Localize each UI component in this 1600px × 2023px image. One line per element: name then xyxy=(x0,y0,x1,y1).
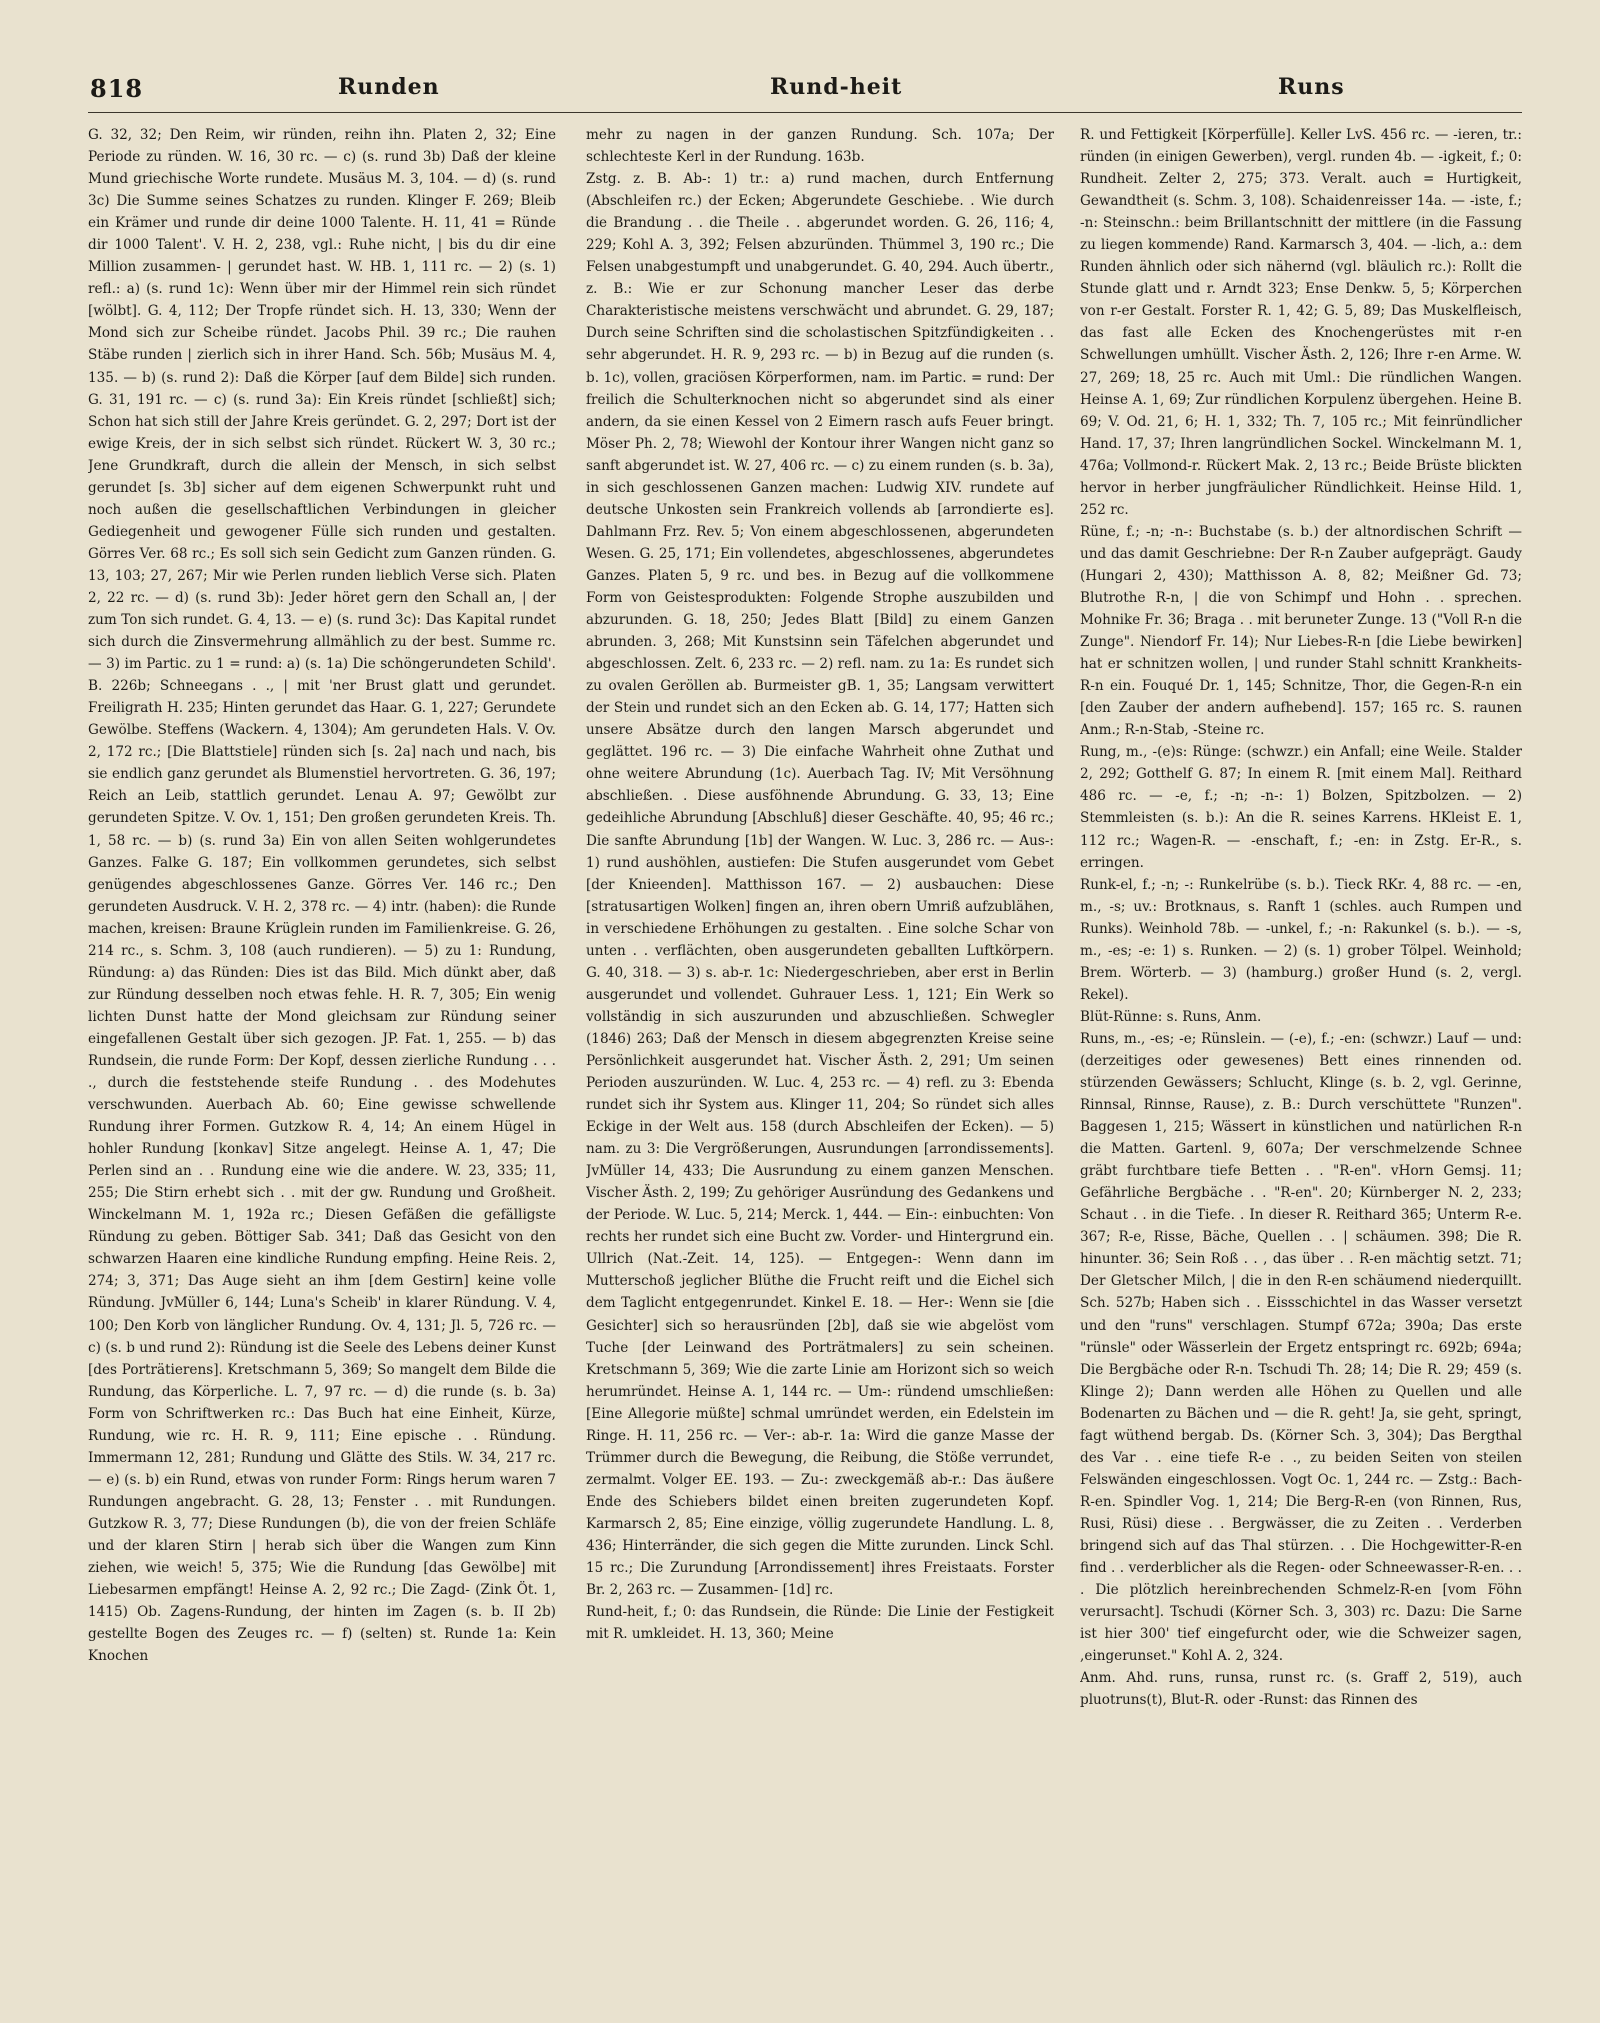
right-running-head: Runs xyxy=(1278,74,1345,100)
column-middle xyxy=(586,124,1054,2004)
entry-paragraph: Blüt-Rünne: s. Runs, Anm. xyxy=(1080,1008,1262,1025)
entry-paragraph: Rüne, f.; -n; -n-: Buchstabe (s. b.) der altnordischen Schrift — und das damit Geschriebne: Der R-n Zauber aufgeprägt. Gaudy (Hungari 2, 430); Matthisson A. 8, 82; Meißner Gd. 73; Blutrothe R-n, | die von Schimpf und Hohn . . sprechen. Mohnike Fr. 36; Braga . . mit beruneter Zunge. 13 ("Voll R-n die Zunge". Niendorf Fr. 14); Nur Liebes-R-n [die Liebe bewirken] hat er schnitzen wollen, | und runder Stahl schnitt Krankheits-R-n ein. Fouqué Dr. 1, 145; Schnitze, Thor, die Gegen-R-n ein [den Zauber der andern aufhebend]. 157; 165 rc. S. raunen Anm.; R-n-Stab, -Steine rc. xyxy=(1080,523,1522,739)
entry-paragraph: G. 32, 32; Den Reim, wir ründen, reihn ihn. Platen 2, 32; Eine Periode zu ründen. W. 16, 30 rc. — c) (s. rund 3b) Daß der kleine Mund griechische Worte rundete. Musäus M. 3, 104. — d) (s. rund 3c) Die Summe seines Schatzes zu runden. Klinger F. 269; Bleib ein Krämer und runde dir deine 1000 Talente. H. 11, 41 = Ründe dir 1000 Talent'. V. H. 2, 238, vgl.: Ruhe nicht, | bis du dir eine Million zusammen- | gerundet hast. W. HB. 1, 111 rc. — 2) (s. 1) refl.: a) (s. rund 1c): Wenn über mir der Himmel rein sich ründet [wölbt]. G. 4, 112; Der Tropfe ründet sich. H. 13, 330; Wenn der Mond sich zur Scheibe ründet. Jacobs Phil. 39 rc.; Die rauhen Stäbe runden | zierlich sich in ihrer Hand. Sch. 56b; Musäus M. 4, 135. — b) (s. rund 2): Daß die Körper [auf dem Bilde] sich runden. G. 31, 191 rc. — c) (s. rund 3a): Ein Kreis ründet [schließt] sich; Schon hat sich still der Jahre Kreis geründet. G. 2, 297; Dort ist der ewige Kreis, der in sich selbst sich ründet. Rückert W. 3, 30 rc.; Jene Grundkraft, durch die allein der Mensch, in sich selbst gerundet [s. 3b] sicher auf dem eigenen Schwerpunkt ruht und noch außen die gesellschaftlichen Verbindungen in gleicher Gediegenheit und gewogener Fülle sich runden und gestalten. Görres Ver. 68 rc.; Es soll sich sein Gedicht zum Ganzen ründen. G. 13, 103; 27, 267; Mir wie Perlen runden lieblich Verse sich. Platen 2, 22 rc. — d) (s. rund 3b): Jeder höret gern den Schall an, | der zum Ton sich rundet. G. 4, 13. — e) (s. rund 3c): Das Kapital rundet sich durch die Zinsvermehrung allmählich zu der best. Summe rc. — 3) im Partic. zu 1 = rund: a) (s. 1a) Die schöngerundeten Schild'. B. 226b; Schneegans . ., | mit 'ner Brust glatt und gerundet. Freiligrath H. 235; Hinten gerundet das Haar. G. 1, 227; Gerundete Gewölbe. Steffens (Wackern. 4, 1304); Am gerundeten Hals. V. Ov. 2, 172 rc.; [Die Blattstiele] ründen sich [s. 2a] nach und nach, bis sie endlich ganz gerundet als Blumenstiel hervortreten. G. 36, 197; Reich an Leib, stattlich gerundet. Lenau A. 97; Gewölbt zur gerundeten Spitze. V. Ov. 1, 151; Den großen gerundeten Kreis. Th. 1, 58 rc. — b) (s. rund 3a) Ein von allen Seiten wohlgerundetes Ganzes. Falke G. 187; Ein vollkommen gerundetes, sich selbst genügendes abgeschlossenes Ganze. Görres Ver. 146 rc.; Den gerundeten Ausdruck. V. H. 2, 378 rc. — 4) intr. (haben): die Runde machen, kreisen: Braune Krüglein runden im Familienkreise. G. 26, 214 rc., s. Schm. 3, 108 (auch rundieren). — 5) zu 1: Rundung, Ründung: a) das Ründen: Dies ist das Bild. Mich dünkt aber, daß zur Ründung desselben noch etwas fehle. H. R. 7, 305; Ein wenig lichten Dunst hatte der Mond gleichsam zur Ründung seiner eingefallenen Gestalt über sich gezogen. JP. Fat. 1, 255. — b) das Rundsein, die runde Form: Der Kopf, dessen zierliche Rundung . . . ., durch die feststehende steife Rundung . . des Modehutes verschwunden. Auerbach Ab. 60; Eine gewisse schwellende Rundung ihrer Formen. Gutzkow R. 4, 14; An einem Hügel in hohler Rundung [konkav] Sitze angelegt. Heinse A. 1, 47; Die Perlen sind an . . Rundung eine wie die andere. W. 23, 335; 11, 255; Die Stirn erhebt sich . . mit der gw. Rundung und Großheit. Winckelmann M. 1, 192a rc.; Diesen Gefäßen die gefälligste Ründung zu geben. Böttiger Sab. 341; Daß das Gesicht von den schwarzen Haaren eine kindliche Rundung empfing. Heine Reis. 2, 274; 3, 371; Das Auge sieht an ihm [dem Gestirn] keine volle Ründung. JvMüller 6, 144; Luna's Scheib' in klarer Ründung. V. 4, 100; Den Korb von länglicher Rundung. Ov. 4, 131; Jl. 5, 726 rc. — c) (s. b und rund 2): Ründung ist die Seele des Lebens deiner Kunst [des Porträtierens]. Kretschmann 5, 369; So mangelt dem Bilde die Rundung, das Körperliche. L. 7, 97 rc. — d) die runde (s. b. 3a) Form von Schriftwerken rc.: Das Buch hat eine Einheit, Kürze, Rundung, wie rc. H. R. 9, 111; Eine epische . . Ründung. Immermann 12, 281; Rundung und Glätte des Stils. W. 34, 217 rc. — e) (s. b) ein Rund, etwas von runder Form: Rings herum waren 7 Rundungen angebracht. G. 28, 13; Fenster . . mit Rundungen. Gutzkow R. 3, 77; Diese Rundungen (b), die von der freien Schläfe und der klaren Stirn | herab sich über die Wangen zum Kinn ziehen, wie weich! 5, 375; Wie die Rundung [das Gewölbe] mit Liebesarmen empfängt! Heinse A. 2, 92 rc.; Die Zagd- (Zink Öt. 1, 1415) Ob. Zagens-Rundung, der hinten im Zagen (s. b. II 2b) gestellte Bogen des Zeuges rc. — f) (selten) st. Runde 1a: Kein Knochen xyxy=(88,127,556,1665)
entry-paragraph: Zstg. z. B. Ab-: 1) tr.: a) rund machen, durch Entfernung (Abschleifen rc.) der Ecken; Abgerundete Geschiebe. . Wie durch die Brandung . . die Theile . . abgerundet worden. G. 26, 116; 4, 229; Kohl A. 3, 392; Felsen abzuründen. Thümmel 3, 190 rc.; Die Felsen unabgestumpft und unabgerundet. G. 40, 294. Auch übertr., z. B.: Wie er zur Schonung mancher Leser das derbe Charakteristische meistens verschwächt und abrundet. G. 29, 187; Durch seine Schriften sind die scholastischen Spitzfündigkeiten . . sehr abgerundet. H. R. 9, 293 rc. — b) in Bezug auf die runden (s. b. 1c), vollen, graciösen Körperformen, nam. im Partic. = rund: Der freilich die Schulterknochen nicht so abgerundet sind als einer andern, da sie einen Kessel von 2 Eimern rasch aufs Feuer bringt. Möser Ph. 2, 78; Wiewohl der Kontour ihrer Wangen nicht ganz so sanft abgerundet ist. W. 27, 406 rc. — c) zu einem runden (s. b. 3a), in sich geschlossenen Ganzen machen: Ludwig XIV. rundete auf deutsche Unkosten sein Frankreich vollends ab [arrondierte es]. Dahlmann Frz. Rev. 5; Von einem abgeschlossenen, abgerundeten Wesen. G. 25, 171; Ein vollendetes, abgeschlossenes, abgerundetes Ganzes. Platen 5, 9 rc. und bes. in Bezug auf die vollkommene Form von Geistesprodukten: Folgende Strophe auszubilden und abzurunden. G. 18, 250; Jedes Blatt [Bild] zu einem Ganzen abrunden. 3, 268; Mit Kunstsinn sein Täfelchen abgerundet und abgeschlossen. Zelt. 6, 233 rc. — 2) refl. nam. zu 1a: Es rundet sich zu ovalen Geröllen ab. Burmeister gB. 1, 35; Langsam verwittert der Stein und rundet sich an den Ecken ab. G. 14, 177; Hatten sich unsere Absätze durch den langen Marsch abgerundet und geglättet. 196 rc. — 3) Die einfache Wahrheit ohne Zuthat und ohne weitere Abrundung (1c). Auerbach Tag. IV; Mit Versöhnung abschließen. . Diese ausföhnende Abrundung. G. 33, 13; Eine gedeihliche Abrundung [Abschluß] dieser Geschäfte. 40, 95; 46 rc.; Die sanfte Abrundung [1b] der Wangen. W. Luc. 3, 286 rc. — Aus-: 1) rund aushöhlen, austiefen: Die Stufen ausgerundet vom Gebet [der Knieenden]. Matthisson 167. — 2) ausbauchen: Diese [stratusartigen Wolken] fingen an, ihren obern Umriß aufzublähen, in verschiedene Erhöhungen zu gestalten. . Eine solche Schar von unten . . verflächten, oben ausgerundeten geballten Luftkörpern. G. 40, 318. — 3) s. ab-r. 1c: Niedergeschrieben, aber erst in Berlin ausgerundet und vollendet. Guhrauer Less. 1, 121; Ein Werk so vollständig in sich auszurunden und abzuschließen. Schwegler (1846) 263; Daß der Mensch in diesem abgegrenzten Kreise seine Persönlichkeit ausgerundet hat. Vischer Ästh. 2, 291; Um seinen Perioden auszuründen. W. Luc. 4, 253 rc. — 4) refl. zu 3: Ebenda rundet sich ihr System aus. Klinger 11, 204; So ründet sich alles Eckige in der Welt aus. 158 (durch Abschleifen der Ecken). — 5) nam. zu 3: Die Vergrößerungen, Ausrundungen [arrondissements]. JvMüller 14, 433; Die Ausrundung zu einem ganzen Menschen. Vischer Ästh. 2, 199; Zu gehöriger Ausründung des Gedankens und der Periode. W. Luc. 5, 214; Merck. 1, 444. — Ein-: einbuchten: Von rechts her rundet sich eine Bucht zw. Vorder- und Hintergrund ein. Ullrich (Nat.-Zeit. 14, 125). — Entgegen-: Wenn dann im Mutterschoß jeglicher Blüthe die Frucht reift und die Eichel sich dem Taglicht entgegenrundet. Kinkel E. 18. — Her-: Wenn sie [die Gesichter] sich so herausründen [2b], daß sie wie abgelöst vom Tuche [der Leinwand des Porträtmalers] zu sein scheinen. Kretschmann 5, 369; Wie die zarte Linie am Horizont sich so weich herumründet. Heinse A. 1, 144 rc. — Um-: ründend umschließen: [Eine Allegorie müßte] schmal umründet werden, ein Edelstein im Ringe. H. 11, 256 rc. — Ver-: ab-r. 1a: Wird die ganze Masse der Trümmer durch die Bewegung, die Reibung, die Stöße verrundet, zermalmt. Volger EE. 193. — Zu-: zweckgemäß ab-r.: Das äußere Ende des Schiebers bildet einen breiten zugerundeten Kopf. Karmarsch 2, 85; Eine einzige, völlig zugerundete Handlung. L. 8, 436; Hinterränder, die sich gegen die Mitte zurunden. Linck Schl. 15 rc.; Die Zurundung [Arrondissement] ihres Freistaats. Forster Br. 2, 263 rc. — Zusammen- [1d] rc. xyxy=(586,171,1054,1599)
header-rule xyxy=(88,112,1522,113)
entry-paragraph: R. und Fettigkeit [Körperfülle]. Keller LvS. 456 rc. — -ieren, tr.: ründen (in einigen Gewerben), vergl. runden 4b. — -igkeit, f.; 0: Rundheit. Zelter 2, 275; 373. Veralt. auch = Hurtigkeit, Gewandtheit (s. Schm. 3, 108). Schaidenreisser 14a. — -iste, f.; -n: Steinschn.: beim Brillantschnitt der mittlere (in die Fassung zu liegen kommende) Rand. Karmarsch 3, 404. — -lich, a.: dem Runden ähnlich oder sich nähernd (vgl. bläulich rc.): Rollt die Stunde glatt und r. Arndt 323; Ense Denkw. 5, 5; Körperchen von r-er Gestalt. Forster R. 1, 42; G. 5, 89; Das Muskelfleisch, das fast alle Ecken des Knochengerüstes mit r-en Schwellungen umhüllt. Vischer Ästh. 2, 126; Ihre r-en Arme. W. 27, 269; 18, 25 rc. Auch mit Uml.: Die ründlichen Wangen. Heinse A. 1, 69; Zur ründlichen Korpulenz übergehen. Heine B. 69; V. Od. 21, 6; H. 1, 332; Th. 7, 105 rc.; Mit feinründlicher Hand. 17, 37; Ihren langründlichen Sockel. Winckelmann M. 1, 476a; Vollmond-r. Rückert Mak. 2, 13 rc.; Beide Brüste blickten hervor in herber jungfräulicher Ründlichkeit. Heinse Hild. 1, 252 rc. xyxy=(1080,127,1522,518)
entry-paragraph: Anm. Ahd. runs, runsa, runst rc. (s. Graff 2, 519), auch pluotruns(t), Blut-R. oder -Runst: das Rinnen des xyxy=(1080,1670,1522,1709)
entry-paragraph: mehr zu nagen in der ganzen Rundung. Sch. 107a; Der schlechteste Kerl in der Rundung. 163b. xyxy=(586,127,1054,166)
page-number: 818 xyxy=(90,74,144,103)
entry-paragraph: Runs, m., -es; -e; Rünslein. — (-e), f.; -en: (schwzr.) Lauf — und: (derzeitiges oder gewesenes) Bett eines rinnenden od. stürzenden Gewässers; Schlucht, Klinge (s. b. 2, vgl. Gerinne, Rinnsal, Rinnse, Rause), z. B.: Durch verschüttete "Runzen". Baggesen 1, 215; Wässert in künstlichen und natürlichen R-n die Matten. Gartenl. 9, 607a; Der verschmelzende Schnee gräbt furchtbare tiefe Betten . . "R-en". vHorn Gemsj. 11; Gefährliche Bergbäche . . "R-en". 20; Kürnberger N. 2, 233; Schaut . . in die Tiefe. . In dieser R. Reithard 365; Unterm R-e. 367; R-e, Risse, Bäche, Quellen . . | schäumen. 398; Die R. hinunter. 36; Sein Roß . . , das über . . R-en mächtig setzt. 71; Der Gletscher Milch, | die in den R-en schäumend niederquillt. Sch. 527b; Haben sich . . Eissschichtel in das Wasser versetzt und den "runs" verschlagen. Stumpf 672a; 390a; Das erste "rünsle" oder Wässerlein der Ergetz entspringt rc. 692b; 694a; Die Bergbäche oder R-n. Tschudi Th. 28; 14; Die R. 29; 459 (s. Klinge 2); Dann werden alle Höhen zu Quellen und alle Bodenarten zu Bächen und — die R. geht! Ja, sie geht, springt, fagt wüthend bergab. Ds. (Körner Sch. 3, 304); Das Bergthal des Var . . eine tiefe R-e . ., zu beiden Seiten von steilen Felswänden eingeschlossen. Vogt Oc. 1, 244 rc. — Zstg.: Bach-R-en. Spindler Vog. 1, 214; Die Berg-R-en (von Rinnen, Rus, Rusi, Rüsi) diese . . Bergwässer, die zu Zeiten . . Verderben bringend sich auf das Thal stürzen. . . Die Hochgewitter-R-en find . . verderblicher als die Regen- oder Schneewasser-R-en. . . . Die plötzlich hereinbrechenden Schmelz-R-en [vom Föhn verursacht]. Tschudi (Körner Sch. 3, 303) rc. Dazu: Die Sarne ist hier 300' tief eingefurcht oder, wie die Schweizer sagen, ,eingerunset." Kohl A. 2, 324. xyxy=(1080,1030,1522,1665)
entry-paragraph: Rung, m., -(e)s: Rünge: (schwzr.) ein Anfall; eine Weile. Stalder 2, 292; Gotthelf G. 87; In einem R. [mit einem Mal]. Reithard 486 rc. — -e, f.; -n; -n-: 1) Bolzen, Spitzbolzen. — 2) Stemmleisten (s. b.): An die R. seines Karrens. HKleist E. 1, 112 rc.; Wagen-R. — -enschaft, f.; -en: in Zstg. Er-R., s. erringen. xyxy=(1080,744,1522,871)
column-right xyxy=(1080,124,1522,2004)
left-running-head: Runden xyxy=(338,74,440,100)
center-running-head: Rund-heit xyxy=(770,74,903,100)
column-left xyxy=(88,124,556,2004)
entry-paragraph: Rund-heit, f.; 0: das Rundsein, die Ründe: Die Linie der Festigkeit mit R. umkleidet. H. 13, 360; Meine xyxy=(586,1604,1054,1643)
entry-paragraph: Runk-el, f.; -n; -: Runkelrübe (s. b.). Tieck RKr. 4, 88 rc. — -en, m., -s; uv.: Brotknaus, s. Ranft 1 (schles. auch Rumpen und Runks). Weinhold 78b. — -unkel, f.; -n: Rakunkel (s. b.). — -s, m., -es; -e: 1) s. Runken. — 2) (s. 1) grober Tölpel. Weinhold; Brem. Wörterb. — 3) (hamburg.) großer Hund (s. 2, vergl. Rekel). xyxy=(1080,876,1522,1003)
